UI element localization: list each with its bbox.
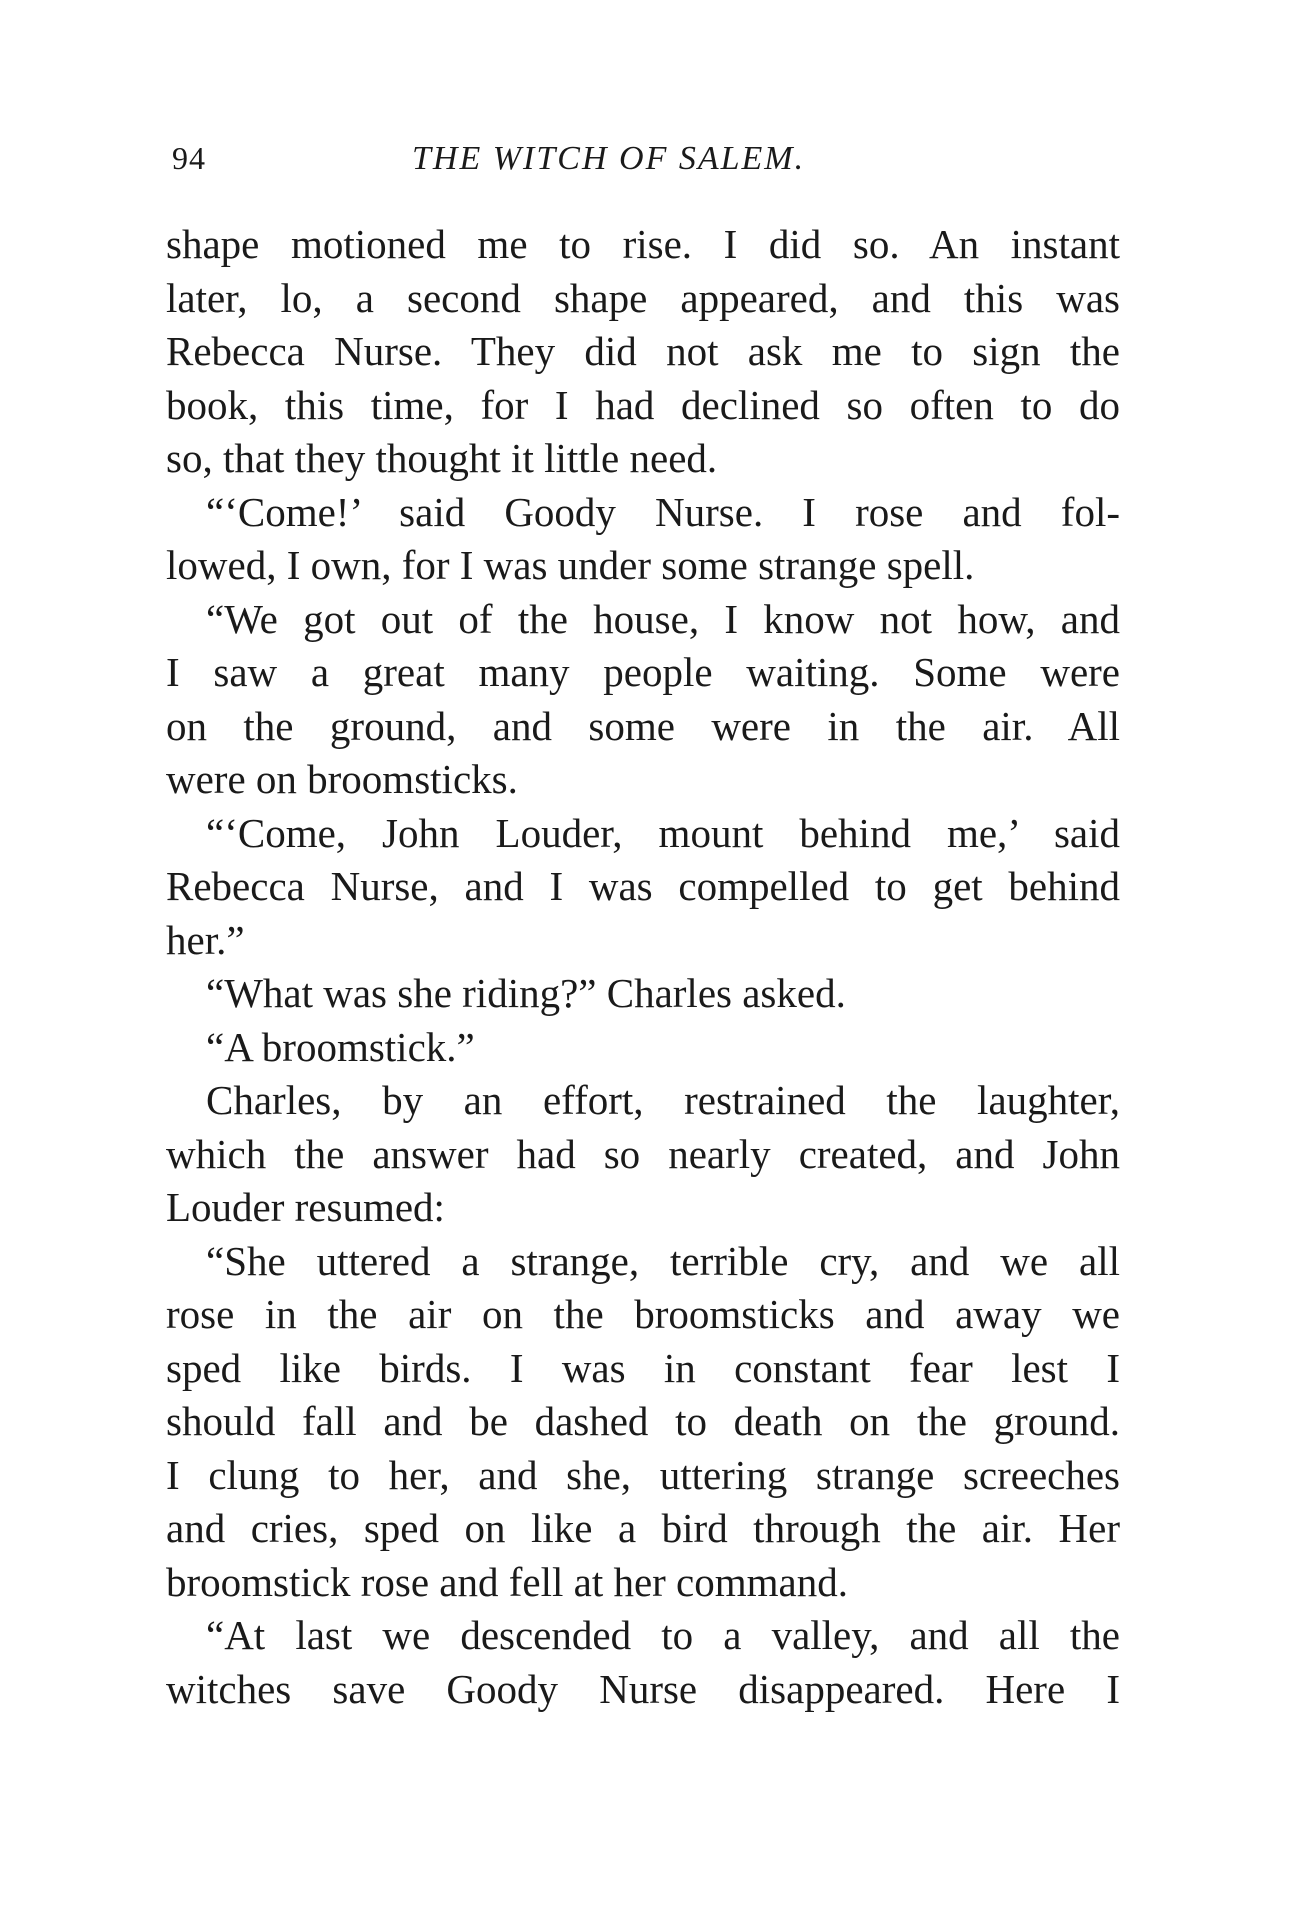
page-number: 94 (172, 140, 206, 176)
text-line: Charles, by an effort, restrained the laughter, (206, 1077, 1120, 1123)
text-line: so, that they thought it little need. (166, 435, 718, 481)
text-line: I clung to her, and she, uttering strange screeches (166, 1451, 1120, 1498)
running-title: THE WITCH OF SALEM. (412, 140, 806, 177)
text-line: which the answer had so nearly created, and John (166, 1130, 1120, 1177)
text-line: later, lo, a second shape appeared, and this was (166, 274, 1120, 321)
text-line: and cries, sped on like a bird through the air. Her (166, 1505, 1120, 1551)
text-line: book, this time, for I had declined so often to do (166, 381, 1120, 428)
text-line: “‘Come!’ said Goody Nurse. I rose and fol- (206, 488, 1120, 535)
text-line: “A broomstick.” (206, 1023, 475, 1070)
page-header (172, 140, 1122, 190)
text-line: Rebecca Nurse, and I was compelled to get behind (166, 863, 1120, 909)
text-line: I saw a great many people waiting. Some were (166, 649, 1120, 695)
text-line: broomstick rose and fell at her command. (166, 1558, 848, 1605)
text-line: on the ground, and some were in the air. All (166, 702, 1120, 749)
text-line: her.” (166, 916, 245, 963)
text-line: should fall and be dashed to death on the ground. (166, 1398, 1120, 1444)
text-line: “She uttered a strange, terrible cry, and we all (206, 1237, 1120, 1284)
text-line: “At last we descended to a valley, and all the (206, 1612, 1120, 1658)
text-line: shape motioned me to rise. I did so. An instant (166, 221, 1120, 267)
text-line: Louder resumed: (166, 1184, 445, 1230)
text-line: “What was she riding?” Charles asked. (206, 970, 846, 1016)
text-line: lowed, I own, for I was under some strange spell. (166, 542, 975, 588)
text-line: witches save Goody Nurse disappeared. Here I (166, 1665, 1120, 1712)
text-line: “‘Come, John Louder, mount behind me,’ said (206, 809, 1120, 856)
text-line: sped like birds. I was in constant fear lest I (166, 1344, 1120, 1391)
text-line: were on broomsticks. (166, 756, 518, 802)
text-line: “We got out of the house, I know not how, and (206, 595, 1120, 642)
text-line: rose in the air on the broomsticks and away we (166, 1291, 1120, 1337)
text-line: Rebecca Nurse. They did not ask me to sign the (166, 328, 1120, 374)
body-text (166, 218, 1120, 1716)
